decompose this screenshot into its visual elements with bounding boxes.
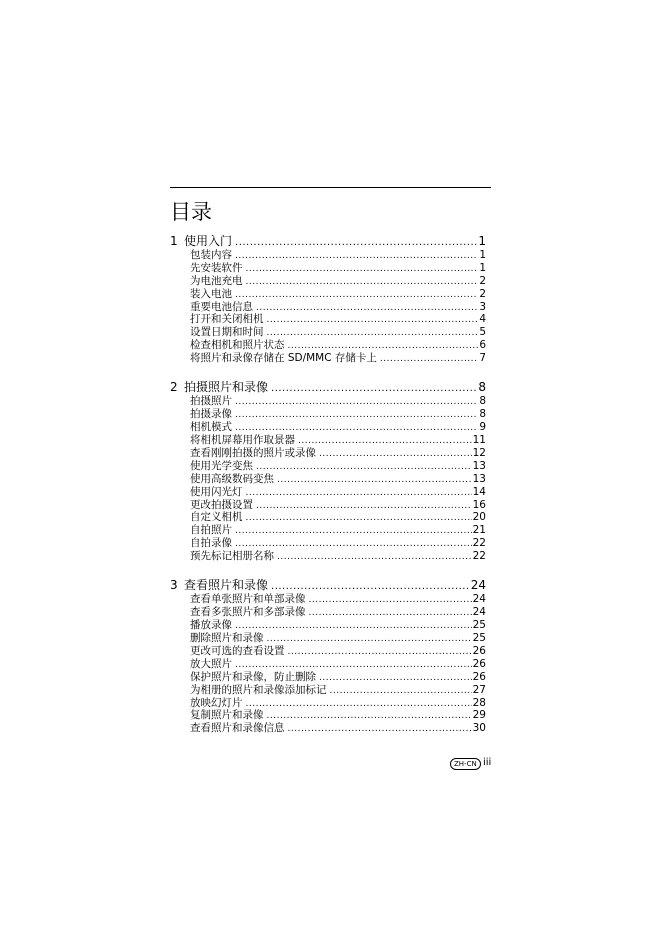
section-page-number: 9 [479, 421, 486, 434]
toc-section-entry[interactable] [170, 722, 486, 735]
chapter-page-number: 8 [478, 380, 486, 395]
dot-leader [267, 313, 479, 327]
toc-section-entry[interactable] [170, 697, 486, 710]
section-page-number: 6 [479, 339, 486, 352]
toc-section-entry[interactable] [170, 421, 486, 434]
section-page-number: 3 [479, 300, 486, 313]
toc-section-entry[interactable] [170, 288, 486, 301]
chapter-title: 查看照片和录像 [184, 578, 269, 593]
chapter-page-number: 24 [470, 578, 486, 593]
section-title: 保护照片和录像，防止删除 [190, 670, 316, 683]
section-page-number: 12 [472, 446, 486, 459]
toc-section-entry[interactable] [170, 645, 486, 658]
section-title: 设置日期和时间 [190, 326, 264, 339]
section-title: 使用高级数码变焦 [190, 472, 274, 485]
toc-section-entry[interactable] [170, 671, 486, 684]
section-title: 拍摄照片 [190, 395, 232, 408]
footer-page-number: iii [483, 757, 492, 768]
section-title: 查看多张照片和多部录像 [190, 606, 306, 619]
toc-section-entry[interactable] [170, 486, 486, 499]
section-title: 为电池充电 [190, 274, 243, 287]
chapter-number: 3 [170, 578, 178, 593]
dot-leader [235, 619, 472, 633]
toc-section-entry[interactable] [170, 593, 486, 606]
section-title: 查看单张照片和单部录像 [190, 593, 306, 606]
dot-leader [277, 473, 472, 487]
toc-chapter-entry[interactable] [170, 233, 486, 249]
section-title: 更改拍摄设置 [190, 498, 253, 511]
toc-section-list [170, 593, 486, 735]
section-title: 播放录像 [190, 619, 232, 632]
toc-section-entry[interactable] [170, 606, 486, 619]
table-of-contents [170, 233, 486, 735]
section-title: 装入电池 [190, 287, 232, 300]
chapter-title: 拍摄照片和录像 [184, 380, 269, 395]
dot-leader [246, 697, 472, 711]
dot-leader [235, 288, 478, 302]
section-page-number: 26 [472, 657, 486, 670]
section-title: 更改可选的查看设置 [190, 644, 285, 657]
toc-section-entry[interactable] [170, 275, 486, 288]
toc-section-entry[interactable] [170, 313, 486, 326]
toc-section-list [170, 395, 486, 563]
dot-leader [256, 499, 472, 513]
toc-section-entry[interactable] [170, 473, 486, 486]
section-title: 自拍录像 [190, 537, 232, 550]
section-page-number: 13 [472, 459, 486, 472]
toc-section-entry[interactable] [170, 447, 486, 460]
dot-leader [267, 326, 479, 340]
section-page-number: 29 [472, 709, 486, 722]
section-title: 放映幻灯片 [190, 696, 243, 709]
section-title: 查看照片和录像信息 [190, 722, 285, 735]
toc-section-entry[interactable] [170, 339, 486, 352]
section-title: 删除照片和录像 [190, 632, 264, 645]
section-page-number: 13 [472, 472, 486, 485]
section-page-number: 24 [472, 593, 486, 606]
section-title: 使用闪光灯 [190, 485, 243, 498]
dot-leader [246, 511, 472, 525]
dot-leader [319, 447, 472, 461]
section-title: 预先标记相册名称 [190, 550, 274, 563]
section-page-number: 26 [472, 670, 486, 683]
dot-leader [288, 722, 472, 736]
section-title: 先安装软件 [190, 261, 243, 274]
chapter-title: 使用入门 [184, 234, 233, 248]
section-title: 使用光学变焦 [190, 459, 253, 472]
toc-section-entry[interactable] [170, 249, 486, 262]
section-page-number: 14 [472, 485, 486, 498]
dot-leader [246, 262, 479, 276]
toc-section-entry[interactable] [170, 326, 486, 339]
section-title: 相机模式 [190, 421, 232, 434]
section-title: 复制照片和录像 [190, 709, 264, 722]
section-title: 查看刚刚拍摄的照片或录像 [190, 446, 316, 459]
section-title: 将相机屏幕用作取景器 [190, 434, 295, 447]
section-page-number: 4 [479, 313, 486, 326]
dot-leader [319, 671, 472, 685]
dot-leader [256, 301, 478, 315]
dot-leader [235, 395, 478, 409]
dot-leader [246, 275, 479, 289]
toc-section-entry[interactable] [170, 619, 486, 632]
toc-section-entry[interactable] [170, 511, 486, 524]
section-page-number: 25 [472, 632, 486, 645]
dot-leader [235, 524, 472, 538]
dot-leader [267, 709, 472, 723]
section-title: 拍摄录像 [190, 408, 232, 421]
section-page-number: 5 [479, 326, 486, 339]
section-page-number: 26 [472, 644, 486, 657]
toc-section-entry[interactable] [170, 632, 486, 645]
section-page-number: 25 [472, 619, 486, 632]
section-page-number: 8 [479, 408, 486, 421]
chapter-number: 2 [170, 380, 178, 395]
toc-chapter [170, 233, 486, 365]
language-badge: ZH-CN [450, 758, 481, 770]
section-page-number: 1 [479, 261, 486, 274]
section-page-number: 16 [472, 498, 486, 511]
top-rule [170, 187, 491, 188]
section-page-number: 28 [472, 696, 486, 709]
toc-section-entry[interactable] [170, 684, 486, 697]
section-page-number: 20 [472, 511, 486, 524]
toc-chapter-entry[interactable] [170, 379, 486, 395]
toc-section-entry[interactable] [170, 658, 486, 671]
toc-section-entry[interactable] [170, 499, 486, 512]
toc-section-entry[interactable] [170, 434, 486, 447]
section-page-number: 1 [479, 249, 486, 261]
section-title: 打开和关闭相机 [190, 313, 264, 326]
section-title: 包装内容 [190, 249, 232, 261]
toc-section-entry[interactable] [170, 524, 486, 537]
section-title: 为相册的照片和录像添加标记 [190, 683, 327, 696]
toc-chapter [170, 379, 486, 563]
dot-leader [235, 658, 472, 672]
chapter-page-number: 1 [478, 234, 486, 248]
dot-leader [235, 421, 478, 435]
section-page-number: 11 [472, 434, 486, 447]
section-title: 自拍照片 [190, 524, 232, 537]
page-title: 目录 [170, 200, 212, 224]
section-page-number: 22 [472, 550, 486, 563]
toc-section-entry[interactable] [170, 352, 486, 365]
section-title: 将照片和录像存储在 SD/MMC 存储卡上 [190, 352, 377, 365]
toc-chapter [170, 577, 486, 735]
dot-leader [288, 645, 472, 659]
section-page-number: 7 [479, 352, 486, 365]
section-page-number: 2 [479, 274, 486, 287]
section-page-number: 27 [472, 683, 486, 696]
toc-section-entry[interactable] [170, 537, 486, 550]
section-page-number: 22 [472, 537, 486, 550]
dot-leader [309, 593, 472, 607]
section-page-number: 8 [479, 395, 486, 408]
toc-section-entry[interactable] [170, 301, 486, 314]
dot-leader [298, 434, 472, 448]
toc-section-list [170, 249, 486, 365]
dot-leader [309, 606, 472, 620]
dot-leader [235, 408, 478, 422]
dot-leader [235, 249, 478, 263]
section-title: 放大照片 [190, 657, 232, 670]
dot-leader [267, 632, 472, 646]
dot-leader [256, 460, 472, 474]
dot-leader [330, 684, 472, 698]
section-page-number: 24 [472, 606, 486, 619]
section-page-number: 30 [472, 722, 486, 735]
toc-section-entry[interactable] [170, 709, 486, 722]
section-page-number: 2 [479, 287, 486, 300]
toc-section-entry[interactable] [170, 460, 486, 473]
dot-leader [380, 352, 478, 366]
section-title: 检查相机和照片状态 [190, 339, 285, 352]
toc-section-entry[interactable] [170, 550, 486, 563]
section-page-number: 21 [472, 524, 486, 537]
toc-section-entry[interactable] [170, 262, 486, 275]
toc-section-entry[interactable] [170, 395, 486, 408]
toc-section-entry[interactable] [170, 408, 486, 421]
section-title: 自定义相机 [190, 511, 243, 524]
dot-leader [246, 486, 472, 500]
section-title: 重要电池信息 [190, 300, 253, 313]
toc-chapter-entry[interactable] [170, 577, 486, 593]
dot-leader [277, 550, 472, 564]
chapter-number: 1 [170, 234, 178, 248]
